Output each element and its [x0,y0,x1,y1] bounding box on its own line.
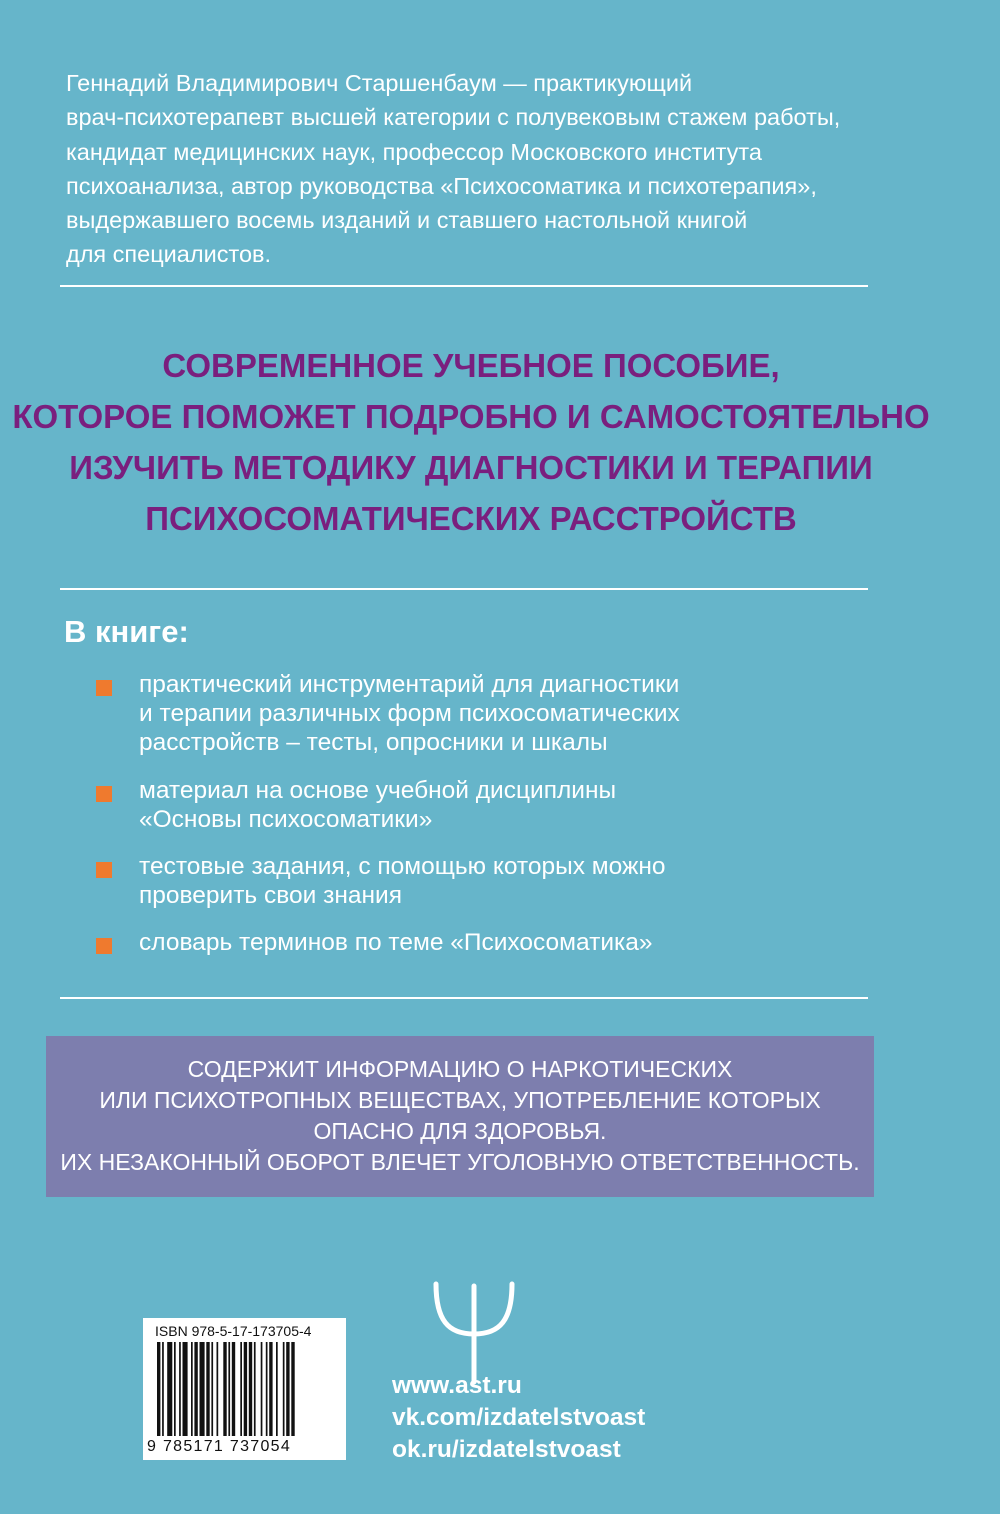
warning-line: ИХ НЕЗАКОННЫЙ ОБОРОТ ВЛЕЧЕТ УГОЛОВНУЮ ОТВЕТСТВЕННОСТЬ. [60,1149,860,1175]
list-item-line: практический инструментарий для диагностики [139,671,680,698]
list-item-line: словарь терминов по теме «Психосоматика» [139,929,653,956]
headline-line: ПСИХОСОМАТИЧЕСКИХ РАССТРОЙСТВ [145,500,797,537]
author-bio [66,66,926,272]
author-bio-line: для специалистов. [66,241,272,268]
list-item-line: «Основы психосоматики» [139,806,433,833]
author-bio-line: врач-психотерапевт высшей категории с полувековым стажем работы, [66,104,841,131]
headline-line: ИЗУЧИТЬ МЕТОДИКУ ДИАГНОСТИКИ И ТЕРАПИИ [69,449,873,486]
author-bio-line: выдержавшего восемь изданий и ставшего настольной книгой [66,207,748,234]
headline-line: СОВРЕМЕННОЕ УЧЕБНОЕ ПОСОБИЕ, [162,347,780,384]
bullet-square-icon [96,938,112,954]
warning-box [46,1036,874,1197]
warning-line: СОДЕРЖИТ ИНФОРМАЦИЮ О НАРКОТИЧЕСКИХ [187,1056,733,1082]
bullet-square-icon [96,862,112,878]
link-website[interactable]: www.ast.ru [392,1372,522,1399]
author-bio-line: психоанализа, автор руководства «Психосоматика и психотерапия», [66,172,817,199]
link-vk[interactable]: vk.com/izdatelstvoast [392,1404,646,1431]
divider-bottom [60,997,868,999]
barcode-block [143,1318,346,1460]
divider-middle [60,588,868,590]
link-ok[interactable]: ok.ru/izdatelstvoast [392,1436,621,1463]
divider-top [60,285,868,287]
list-item-line: тестовые задания, с помощью которых можно [139,853,666,880]
list-item-line: материал на основе учебной дисциплины [139,777,617,804]
warning-line: ОПАСНО ДЛЯ ЗДОРОВЬЯ. [313,1118,607,1144]
barcode-icon [157,1342,333,1442]
author-bio-line: кандидат медицинских наук, профессор Московского института [66,138,762,165]
bullet-square-icon [96,786,112,802]
headline [0,340,942,544]
isbn-label: ISBN 978-5-17-173705-4 [155,1323,312,1339]
list-item-line: расстройств – тесты, опросники и шкалы [139,729,608,756]
barcode-digits: 9 785171 737054 [147,1438,292,1455]
headline-line: КОТОРОЕ ПОМОЖЕТ ПОДРОБНО И САМОСТОЯТЕЛЬНО [12,398,930,435]
list-item-line: проверить свои знания [139,882,402,909]
list-item-line: и терапии различных форм психосоматических [139,700,680,727]
warning-line: ИЛИ ПСИХОТРОПНЫХ ВЕЩЕСТВАХ, УПОТРЕБЛЕНИЕ КОТОРЫХ [99,1087,821,1113]
author-bio-line: Геннадий Владимирович Старшенбаум — практикующий [66,70,693,96]
bullet-square-icon [96,680,112,696]
publisher-links [392,1370,645,1466]
in-book-title: В книге: [64,614,189,649]
